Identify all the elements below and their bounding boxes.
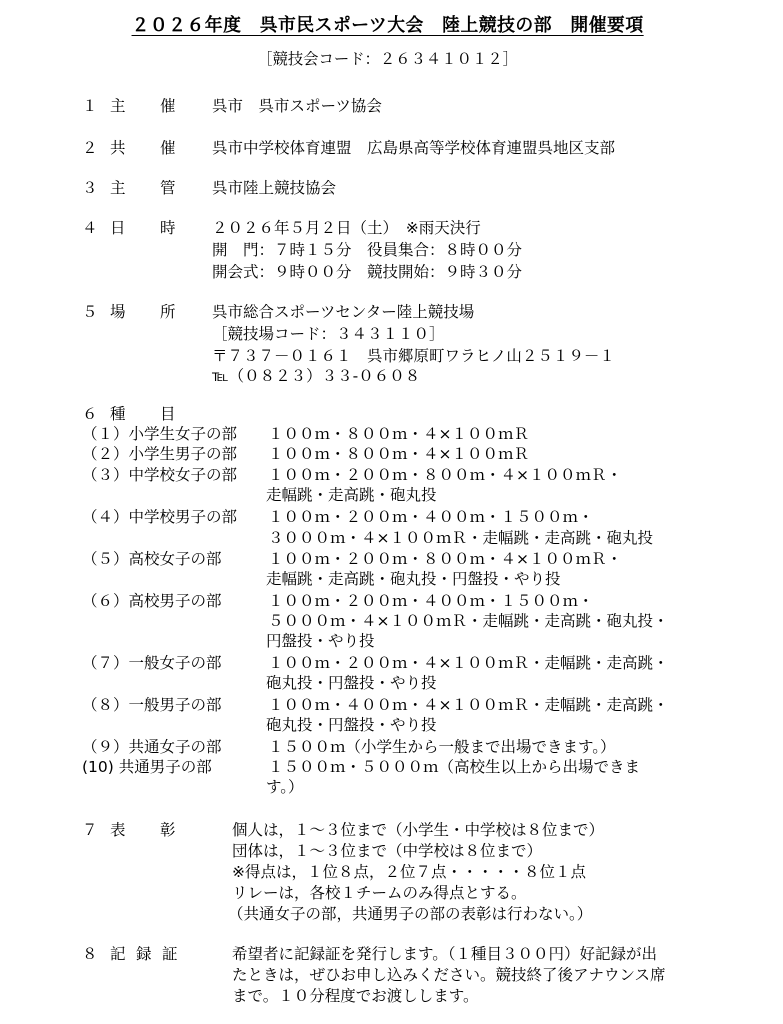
event-category-label: （２）小学生男子の部 bbox=[82, 445, 238, 463]
section-label-char: 共 bbox=[110, 139, 126, 157]
event-list-line: 走幅跳・走高跳・砲丸投 bbox=[266, 486, 437, 504]
awards-line: ※得点は，１位８点，２位７点・・・・・８位１点 bbox=[232, 863, 586, 881]
event-list-line: ３０００ｍ・４×１００ｍＲ・走幅跳・走高跳・砲丸投 bbox=[268, 529, 653, 547]
section-label-char: 時 bbox=[160, 219, 176, 237]
section-label-char: 主 bbox=[110, 97, 126, 115]
venue-line: 〒７３７－０１６１ 呉市郷原町ワラヒノ山２５１９－１ bbox=[212, 347, 615, 365]
management-text: 呉市陸上競技協会 bbox=[212, 179, 337, 197]
section-label-char: 所 bbox=[160, 303, 176, 321]
event-list-line: １００ｍ・４００ｍ・４×１００ｍＲ・走幅跳・走高跳・ bbox=[268, 696, 669, 714]
section-number: ８ bbox=[82, 945, 98, 963]
section-label-char: 場 bbox=[110, 303, 126, 321]
venue-line: ℡（０８２３）３３-０６０８ bbox=[212, 367, 421, 385]
section-number: １ bbox=[82, 97, 98, 115]
date-line: ２０２６年５月２日（土） ※雨天決行 bbox=[212, 219, 481, 237]
event-category-label: （４）中学校男子の部 bbox=[82, 508, 238, 526]
section-label-char: 彰 bbox=[160, 821, 176, 839]
event-list-line: １００ｍ・２００ｍ・４×１００ｍＲ・走幅跳・走高跳・ bbox=[268, 654, 669, 672]
event-list-line: １００ｍ・２００ｍ・４００ｍ・１５００ｍ・ bbox=[268, 508, 594, 526]
certificate-line: 希望者に記録証を発行します。（１種目３００円）好記録が出 bbox=[232, 945, 658, 963]
event-list-line: １００ｍ・２００ｍ・８００ｍ・４×１００ｍＲ・ bbox=[268, 550, 622, 568]
event-list-line: １５００ｍ・５０００ｍ（高校生以上から出場できま bbox=[268, 758, 641, 776]
co-organizer-text: 呉市中学校体育連盟 広島県高等学校体育連盟呉地区支部 bbox=[212, 139, 616, 157]
section-label-char: 表 bbox=[110, 821, 126, 839]
event-list-line: 砲丸投・円盤投・やり投 bbox=[266, 674, 437, 692]
event-list-line: １００ｍ・２００ｍ・４００ｍ・１５００ｍ・ bbox=[268, 592, 594, 610]
event-category-label: （１）小学生女子の部 bbox=[82, 425, 238, 443]
venue-line: 呉市総合スポーツセンター陸上競技場 bbox=[212, 303, 475, 321]
event-category-label: （８）一般男子の部 bbox=[82, 696, 222, 714]
event-category-label: （６）高校男子の部 bbox=[82, 592, 222, 610]
date-line: 開 門：７時１５分 役員集合：８時００分 bbox=[212, 241, 523, 259]
section-label-char: 記 bbox=[110, 945, 126, 963]
certificate-line: たときは，ぜひお申し込みください。競技終了後アナウンス席 bbox=[232, 966, 666, 984]
venue-line: ［競技場コード：３４３１１０］ bbox=[212, 325, 445, 343]
section-number: ６ bbox=[82, 405, 98, 423]
event-category-label: （３）中学校女子の部 bbox=[82, 466, 238, 484]
event-category-label: （５）高校女子の部 bbox=[82, 550, 222, 568]
event-list-line: す。） bbox=[266, 778, 304, 796]
section-label-char: 証 bbox=[162, 945, 178, 963]
event-list-line: １００ｍ・２００ｍ・８００ｍ・４×１００ｍＲ・ bbox=[268, 466, 622, 484]
section-number: ３ bbox=[82, 179, 98, 197]
event-list-line: 円盤投・やり投 bbox=[266, 632, 375, 650]
event-list-line: ５０００ｍ・４×１００ｍＲ・走幅跳・走高跳・砲丸投・ bbox=[268, 612, 669, 630]
event-list-line: １００ｍ・８００ｍ・４×１００ｍＲ bbox=[268, 445, 529, 463]
section-number: ２ bbox=[82, 139, 98, 157]
event-list-line: １５００ｍ（小学生から一般まで出場できます。） bbox=[268, 738, 616, 756]
section-label-char: 催 bbox=[160, 139, 176, 157]
awards-line: （共通女子の部，共通男子の部の表彰は行わない。） bbox=[228, 905, 593, 923]
section-label-char: 目 bbox=[160, 405, 176, 423]
date-line: 開会式：９時００分 競技開始：９時３０分 bbox=[212, 263, 523, 281]
certificate-line: まで。１０分程度でお渡しします。 bbox=[232, 987, 479, 1005]
awards-line: 個人は，１～３位まで（小学生・中学校は８位まで） bbox=[232, 821, 605, 839]
section-label-char: 録 bbox=[136, 945, 152, 963]
section-label-char: 催 bbox=[160, 97, 176, 115]
event-list-line: １００ｍ・８００ｍ・４×１００ｍＲ bbox=[268, 425, 529, 443]
event-category-label: （７）一般女子の部 bbox=[82, 654, 222, 672]
section-label-char: 管 bbox=[160, 179, 176, 197]
awards-line: 団体は，１～３位まで（中学校は８位まで） bbox=[232, 842, 543, 860]
section-label-char: 日 bbox=[110, 219, 126, 237]
competition-code: ［競技会コード：２６３４１０１２］ bbox=[257, 50, 519, 68]
organizer-text: 呉市 呉市スポーツ協会 bbox=[212, 97, 382, 115]
section-label-char: 種 bbox=[110, 405, 126, 423]
event-category-label: (10) 共通男子の部 bbox=[82, 758, 212, 776]
section-number: ５ bbox=[82, 303, 98, 321]
section-number: ７ bbox=[82, 821, 98, 839]
event-list-line: 砲丸投・円盤投・やり投 bbox=[266, 716, 437, 734]
section-label-char: 主 bbox=[110, 179, 126, 197]
event-category-label: （９）共通女子の部 bbox=[82, 738, 222, 756]
section-number: ４ bbox=[82, 219, 98, 237]
awards-line: リレーは，各校１チームのみ得点とする。 bbox=[232, 884, 527, 902]
event-list-line: 走幅跳・走高跳・砲丸投・円盤投・やり投 bbox=[266, 570, 561, 588]
page-title: ２０２６年度 呉市民スポーツ大会 陸上競技の部 開催要項 bbox=[131, 15, 644, 36]
